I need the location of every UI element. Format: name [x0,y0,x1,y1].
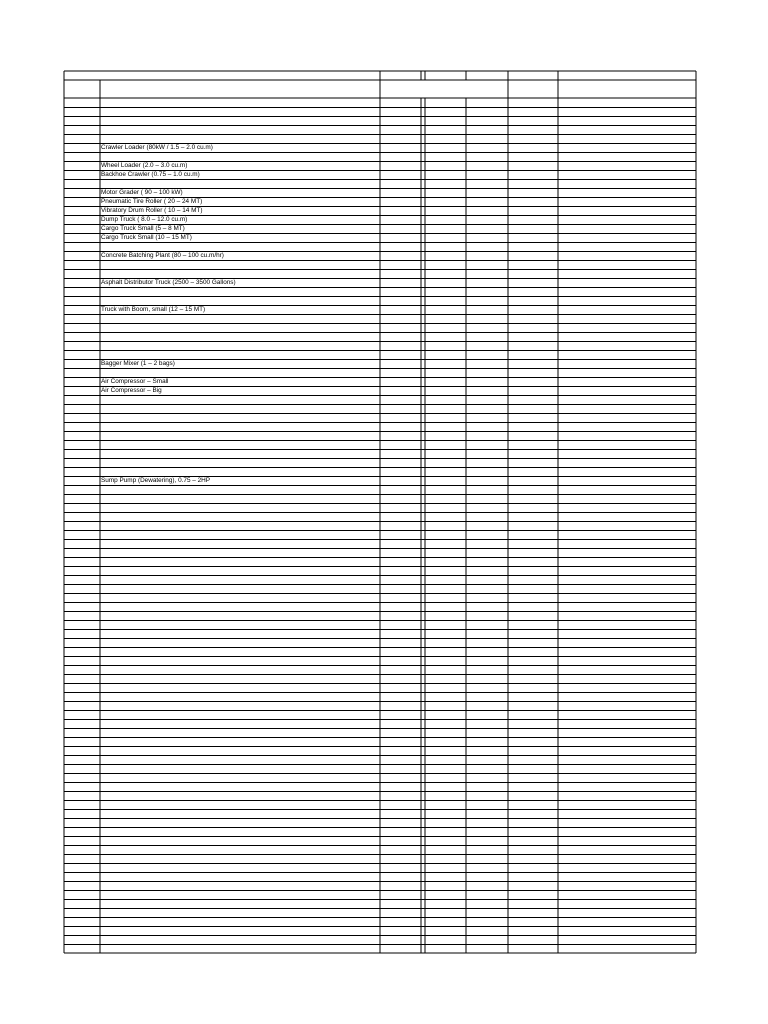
equipment-row-label: Vibratory Drum Roller ( 10 – 14 MT) [101,206,203,214]
equipment-row-label: Air Compressor – Big [101,386,162,394]
equipment-row-label: Pneumatic Tire Roller ( 20 – 24 MT) [101,197,203,205]
equipment-row-label: Backhoe Crawler (0.75 – 1.0 cu.m) [101,170,200,178]
equipment-row-label: Wheel Loader (2.0 – 3.0 cu.m) [101,161,188,169]
equipment-row-label: Concrete Batching Plant (80 – 100 cu.m/hr) [101,251,224,259]
equipment-row-label: Cargo Truck Small (10 – 15 MT) [101,233,192,241]
equipment-row-label: Crawler Loader (80kW / 1.5 – 2.0 cu.m) [101,143,213,151]
equipment-row-label: Motor Grader ( 90 – 100 kW) [101,188,183,196]
equipment-row-label: Dump Truck ( 8.0 – 12.0 cu.m) [101,215,188,223]
equipment-row-label: Truck with Boom, small (12 – 15 MT) [101,305,206,313]
equipment-row-label: Air Compressor – Small [101,377,169,385]
equipment-row-label: Sump Pump (Dewatering), 0.75 – 2HP [101,476,211,484]
equipment-row-label: Cargo Truck Small (5 – 8 MT) [101,224,185,232]
equipment-row-label: Bagger Mixer (1 – 2 bags) [101,359,175,367]
equipment-row-label: Asphalt Distributor Truck (2500 – 3500 Gallons) [101,278,236,286]
